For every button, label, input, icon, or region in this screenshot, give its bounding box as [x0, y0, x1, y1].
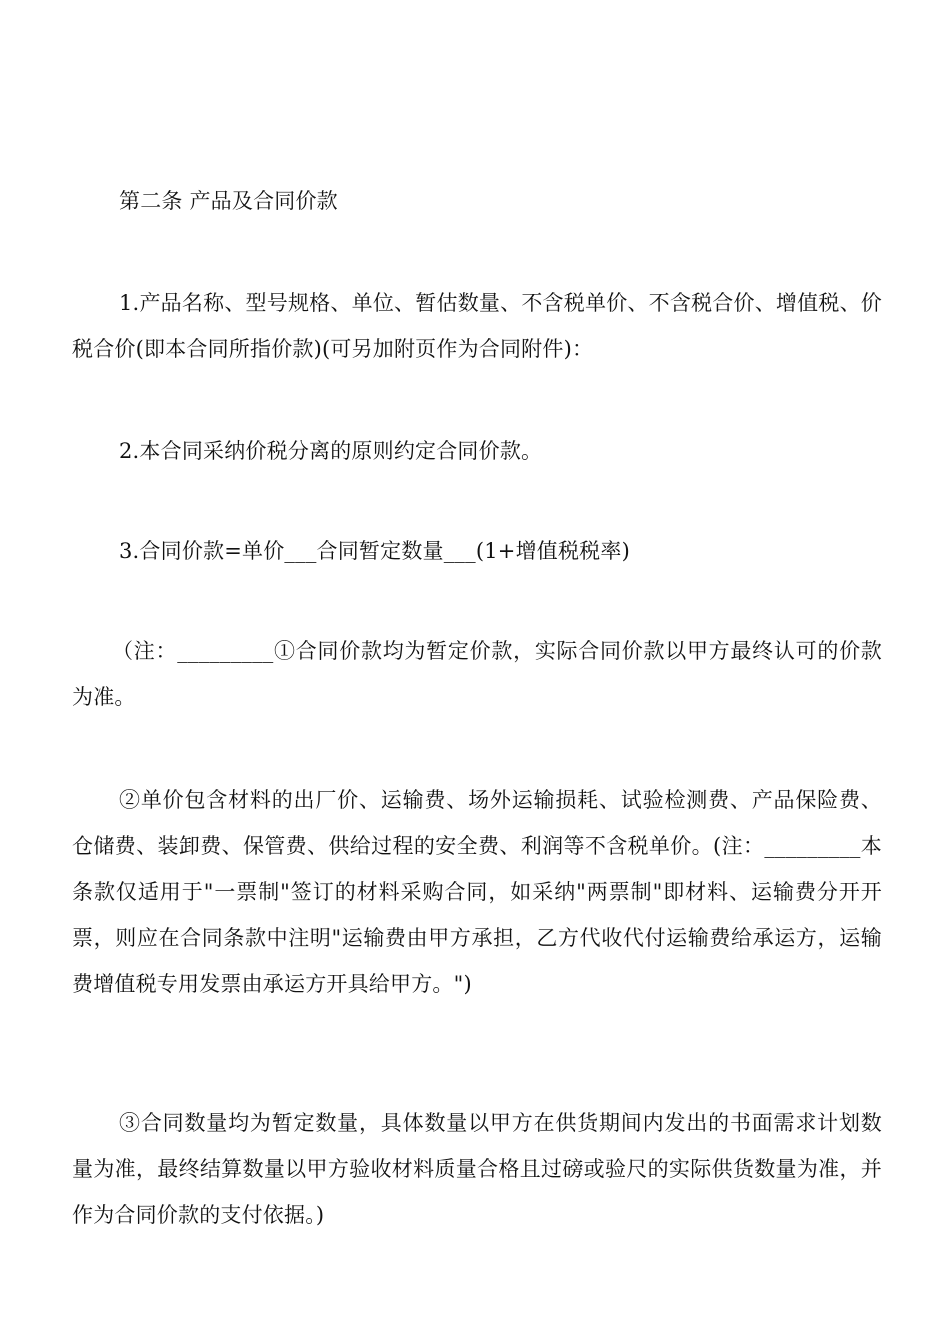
clause-2-paragraph: 2.本合同采纳价税分离的原则约定合同价款。: [119, 439, 543, 463]
document-page: [72, 0, 882, 1344]
section-heading: 第二条 产品及合同价款: [119, 189, 338, 213]
note-3-paragraph: ③合同数量均为暂定数量，具体数量以甲方在供货期间内发出的书面需求计划数量为准，最终结算数量以甲方验收材料质量合格且过磅或验尺的实际供货数量为准，并作为合同价款的支付依据。): [72, 1111, 882, 1227]
note-2-paragraph: ②单价包含材料的出厂价、运输费、场外运输损耗、试验检测费、产品保险费、仓储费、装卸费、保管费、供给过程的安全费、利润等不含税单价。(注：_________本条款仅适用于"一票制"签订的材料采购合同，如采纳"两票制"即材料、运输费分开开票，则应在合同条款中注明"运输费由甲方承担，乙方代收代付运输费给承运方，运输费增值税专用发票由承运方开具给甲方。"): [72, 788, 882, 996]
clause-1-paragraph: 1.产品名称、型号规格、单位、暂估数量、不含税单价、不含税合价、增值税、价税合价(即本合同所指价款)(可另加附页作为合同附件)：: [72, 291, 882, 361]
clause-3-paragraph: 3.合同价款=单价___合同暂定数量___(1+增值税税率): [119, 539, 630, 563]
note-1-paragraph: （注：_________①合同价款均为暂定价款，实际合同价款以甲方最终认可的价款为准。: [72, 639, 882, 709]
